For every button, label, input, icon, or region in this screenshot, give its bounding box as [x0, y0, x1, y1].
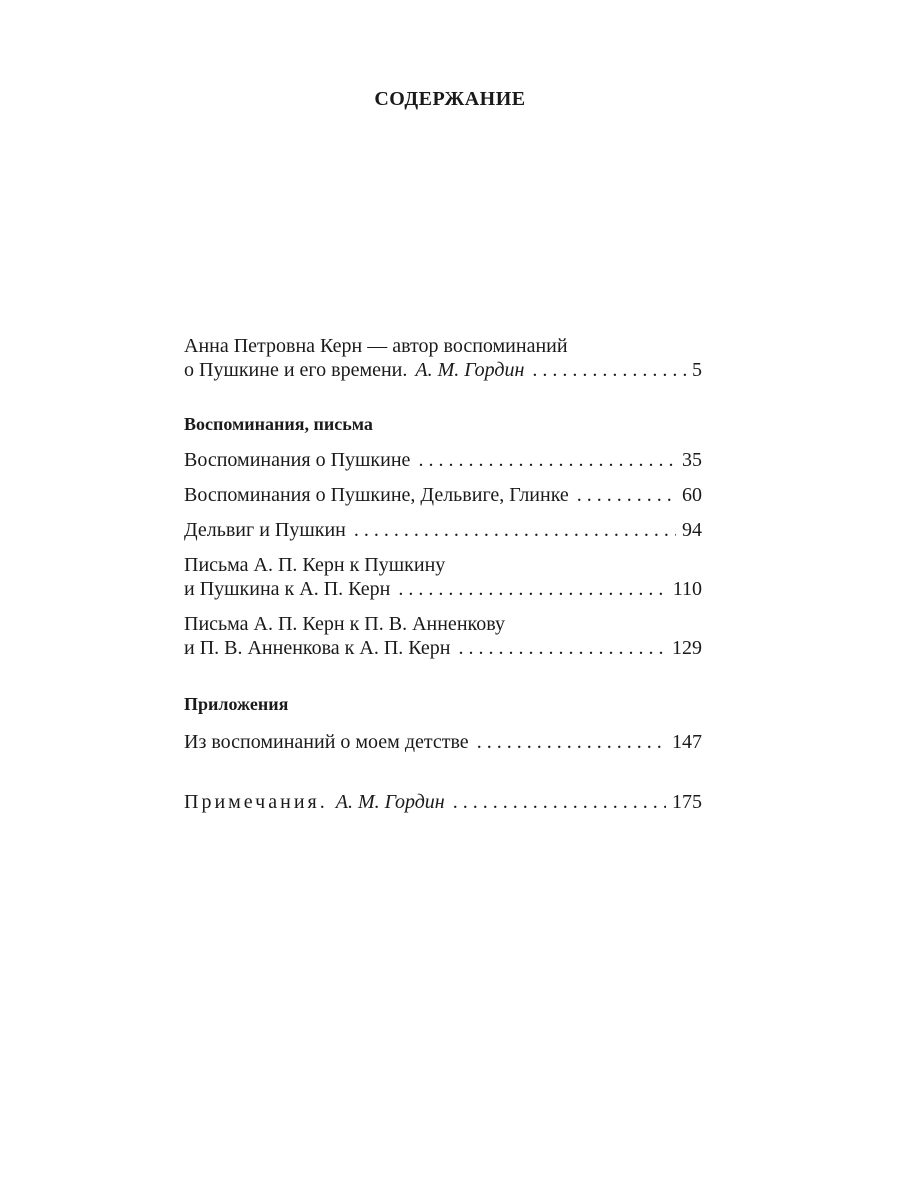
toc-entry-author: А. М. Гордин	[415, 359, 525, 381]
toc-entry[interactable]	[184, 730, 702, 754]
toc-entry[interactable]	[184, 483, 702, 507]
toc-entry-page: 129	[672, 637, 702, 659]
toc-entry-line	[184, 612, 702, 636]
toc-entry-line	[184, 518, 702, 542]
dot-leader	[398, 577, 666, 601]
toc-entry-title: Письма А. П. Керн к П. В. Анненкову	[184, 613, 505, 635]
toc-entry-line	[184, 577, 702, 601]
toc-entry-line	[184, 358, 702, 382]
toc-entry-page: 35	[682, 449, 702, 471]
toc-entry-page: 94	[682, 519, 702, 541]
page-title: СОДЕРЖАНИЕ	[374, 88, 526, 110]
toc-entry-notes[interactable]	[184, 790, 702, 814]
toc-entry-line	[184, 553, 702, 577]
toc-entry-title: Из воспоминаний о моем детстве	[184, 731, 469, 753]
toc-entry-title: Воспоминания о Пушкине	[184, 449, 411, 471]
toc-entry-page: 110	[672, 578, 702, 600]
toc-entry-title: и П. В. Анненкова к А. П. Керн	[184, 637, 451, 659]
table-of-contents	[184, 334, 702, 814]
toc-entry-intro[interactable]	[184, 334, 702, 382]
toc-entry-page: 60	[682, 484, 702, 506]
dot-leader	[477, 730, 666, 754]
toc-entry-title: и Пушкина к А. П. Керн	[184, 578, 391, 600]
toc-entry-line	[184, 483, 702, 507]
toc-entry-line	[184, 730, 702, 754]
toc-entry-page: 175	[672, 791, 702, 813]
toc-entry-line	[184, 334, 702, 358]
toc-entry[interactable]	[184, 612, 702, 660]
section-heading-memoirs: Воспоминания, письма	[184, 414, 373, 434]
toc-entry[interactable]	[184, 448, 702, 472]
dot-leader	[453, 790, 666, 814]
toc-entry-title: Дельвиг и Пушкин	[184, 519, 346, 541]
toc-entry-page: 147	[672, 731, 702, 753]
toc-entry-title: Анна Петровна Керн — автор воспоминаний	[184, 335, 568, 357]
toc-entry-title: о Пушкине и его времени.	[184, 359, 408, 381]
section-heading-appendix: Приложения	[184, 694, 289, 714]
dot-leader	[577, 483, 676, 507]
toc-entry-title: Воспоминания о Пушкине, Дельвиге, Глинке	[184, 484, 569, 506]
toc-entry-line	[184, 636, 702, 660]
toc-entry-title: Письма А. П. Керн к Пушкину	[184, 554, 446, 576]
toc-entry-title: Примечания.	[184, 791, 328, 813]
toc-entry[interactable]	[184, 518, 702, 542]
toc-entry-line	[184, 790, 702, 814]
dot-leader	[354, 518, 676, 542]
toc-entry-line	[184, 448, 702, 472]
toc-entry-page: 5	[692, 359, 702, 381]
dot-leader	[458, 636, 666, 660]
dot-leader	[532, 358, 686, 382]
dot-leader	[418, 448, 676, 472]
toc-entry[interactable]	[184, 553, 702, 601]
toc-entry-author: А. М. Гордин	[335, 791, 445, 813]
